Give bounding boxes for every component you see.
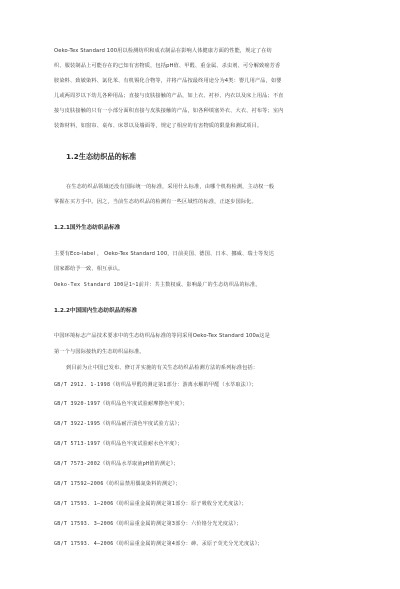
standard-item: GB/T 3922-1995《纺织品耐汗渍色牢度试验方法》； xyxy=(54,421,183,427)
section-heading-1-2-2: 1.2.2中国国内生态纺织品的标准 xyxy=(54,308,138,314)
standard-item: GB/T 2912. 1-1998《纺织品甲醛的测定第1部分：游离水解的甲醛（水萃取法）》； xyxy=(54,382,257,388)
paragraph-line: Oeko-Tex Standard 100是1~1前并：共主数权威、影响最广的生态纺织品的标准。 xyxy=(54,282,261,288)
paragraph-line: 国家都给予一致、相互承认。 xyxy=(54,266,124,272)
standard-item: GB/T 17592—2006《纺织品禁用偶氮染料的测定》； xyxy=(54,481,181,487)
intro-line: 儿或两周岁以下幼儿各种用品；直接与皮肤接触的产品，如上衣、衬衫、内衣以及床上用品；不直 xyxy=(54,93,284,99)
section-heading-1-2: 1.2生态纺织品的标准 xyxy=(66,152,137,161)
standard-item: GB/T 17593. 1—2006《纺织品重金属的测定第1部分：原子吸收分光光度法》； xyxy=(54,501,247,507)
paragraph-line: 掌握在买方手中。因之，当前生态纺织品的检测有一些区域性的标准，正逐步国际化。 xyxy=(54,199,257,205)
intro-line: 装饰材料，如窗帘、桌布、床罩以及墙面等，规定了相应的有害物质的限量和测试项目。 xyxy=(54,123,263,129)
paragraph-line: 到目前为止中国已发布、修订并实施的有关生态纺织品检测方法的系列标准包括： xyxy=(66,365,259,371)
intro-line: 胺染料、致敏染料、氯化苯、有机锡化合物等，并将产品按最终用途分为4类：婴儿用产品，如婴 xyxy=(54,78,282,84)
paragraph-line: 在生态纺织品领域还没有国际统一的标准，采用什么标准，由哪个机构检测，主动权一般 xyxy=(66,184,275,190)
standard-item: GB/T 7573-2002《纺织品水萃取液pH值的测定》； xyxy=(54,461,179,467)
intro-line: 织、服装制品上可能存在的已知有害物质，包括pH值、甲醛、重金属、杀虫剂、可分解致癌芳香 xyxy=(54,63,281,69)
section-heading-1-2-1: 1.2.1国外生态纺织品标准 xyxy=(54,225,121,231)
standard-item: GB/T 5713-1997《纺织品色牢度试验耐水色牢度》； xyxy=(54,441,183,447)
paragraph-line: 中国环境标志产品技术要求中的生态纺织品标准的等同采用Oeko-Tex Standard 100a这是 xyxy=(54,333,270,339)
standard-item: GB/T 17593. 4—2006《纺织品重金属的测定第4部分：砷、汞原子荧光分光光度法》； xyxy=(54,541,263,547)
standard-item: GB/T 3920-1997《纺织品色牢度试验耐摩擦色牢度》； xyxy=(54,401,188,407)
paragraph-line: 第一个与国际接轨的生态纺织品标准。 xyxy=(54,349,145,355)
standard-item: GB/T 17593. 3—2006《纺织品重金属的测定第3部分：六价铬分光光度法》； xyxy=(54,521,242,527)
intro-line: Oeko-Tex Standard 100用以检测纺织和成衣制品在影响人体健康方面的性能，规定了在纺 xyxy=(54,48,272,54)
paragraph-line: 主要有Eco-label ， Oeko-Tex Standard 100，日前美国、德国、日本、挪威、瑞士等发达 xyxy=(54,251,275,257)
intro-line: 接与皮肤接触的只有一小部分面积直接与皮肤接触的产品，如各种填塞外衣、大衣、衬布等；室内 xyxy=(54,108,284,114)
